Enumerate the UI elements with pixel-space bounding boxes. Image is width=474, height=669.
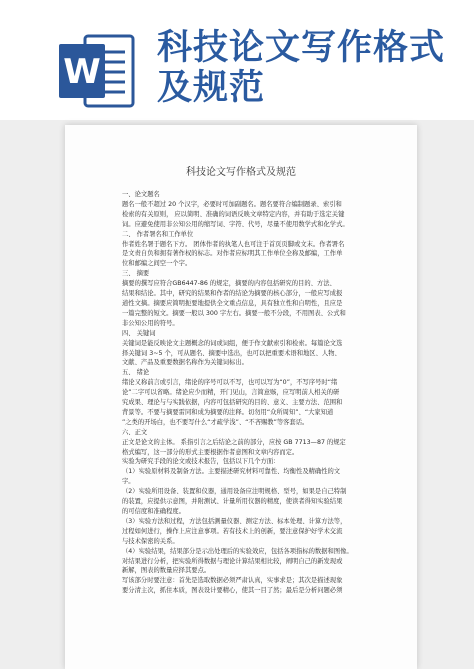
document-line: 的装置，应提供示意图，并附测试、计量所用仪器的精度，使读者得知实验结果 — [122, 498, 343, 506]
document-line: 一篇完整的短文。摘要一般以 300 字左右。摘要一般不分段，不用图表、公式和 — [122, 309, 346, 317]
document-line: 四、 关键词 — [122, 329, 156, 337]
document-line: 究成果、理论与与实践依据，内容可包括研究的目的、意义、主要方法、范围和 — [122, 399, 343, 407]
document-body — [122, 190, 364, 596]
document-line: 写该部分时要注意：首先是选取数据必须严肃认真，实事求是；其次是描述现象 — [122, 577, 343, 585]
document-line: 是文责自负和拥有著作权的标志。对作者应标明其工作单位全称及邮编，工作单 — [122, 250, 343, 258]
document-line: 实验为研究手段的论文或技术报告，包括以下几个方面： — [122, 458, 280, 466]
document-line: 道性文摘。摘要应简明扼要地提供全文重点信息，具有独立性和自明性，且应是 — [122, 299, 343, 307]
cover-header — [0, 0, 474, 130]
document-line: （4）实验结果，结果部分是示出处理后的实验效应，包括各项指标的数据和图像。 — [122, 547, 353, 555]
document-line: 关键词是能反映论文主题概念的词或词组，便于作文献索引和检索。每篇论文选 — [122, 339, 343, 347]
document-line: 背景等。不要与摘要雷同和成为摘要的注释。切勿用“众所周知”、“大家知道 — [122, 408, 334, 416]
document-line: 的可信度和准确程度。 — [122, 508, 185, 515]
document-line: 题名一般不超过 20 个汉字，必要时可加副题名。题名要符合编制题录、索引和 — [122, 200, 342, 208]
cover-title-line2: 及规范 — [157, 68, 266, 108]
cover-title — [157, 28, 467, 108]
document-line: 词。应避免使用非公知公用的缩写词、字符、代号，尽量不使用数学式和化学式。 — [122, 220, 349, 228]
document-line: 一、论文题名 — [122, 191, 160, 198]
document-line: 摘要的撰写应符合GB6447-86 的规定，摘要的内容包括研究的目的、方法、 — [122, 280, 336, 288]
document-line: 三、 摘要 — [122, 270, 150, 278]
document-line: 作者姓名署于题名下方。 团体作者的执笔人也可注于首页页脚或文末。作者署名 — [122, 240, 345, 248]
cover-title-line1: 科技论文写作格式 — [157, 28, 446, 68]
document-line: ”之类的开场白，也不要写什么“才疏学浅”、“不吝赐教”等客套话。 — [122, 418, 309, 426]
document-line: 绪论又称前言或引言，绪论的序号可以不写，也可以写为“0”，不写序号时“绪 — [122, 379, 338, 387]
document-page — [65, 125, 417, 669]
document-line: 格式编写，这一部分的形式主要根据作者意图和文章内容而定。 — [122, 448, 299, 456]
document-line: 过程如何进行，操作上应注意事项。若有技术上的创新，要注意保护好学术交流 — [122, 527, 343, 535]
document-line: 字。 — [122, 478, 135, 486]
document-line: 对结果进行分析，把实验所得数据与理论计算结果相比较，阐明自己的新发现或 — [122, 557, 343, 565]
document-line: （3）实验方法和过程，方法包括测量仪器、测定方法、标本处理、计算方法等， — [122, 517, 347, 525]
document-line: 检索的有关原则， 应以简明、准确的词语反映文章特定内容，并有助于选定关键 — [122, 210, 345, 218]
document-line: 六、正文 — [122, 428, 148, 436]
document-line: 论”二字可以省略。绪论应少而精，开门见山，言简意赅，应写明前人相关的研 — [122, 389, 340, 397]
word-document-icon — [55, 30, 137, 112]
document-line: 二、 作者署名和工作单位 — [122, 230, 194, 238]
document-line: （1）实验原材料及制备方法。主要描述研究材料可靠性、均衡性及精确性的文 — [122, 468, 341, 476]
document-line: 结果和结论。其中，研究的结果和作者的结论为摘要的核心部分，一般应写成报 — [122, 290, 343, 298]
document-line: 五、 绪论 — [122, 369, 150, 377]
document-line: 正文是论文的主体。 系指引言之后结论之前的部分，应按 GB 7713—87 的规定 — [122, 438, 346, 446]
document-line: （2）实验所用设备、装置和仪器，通用设备应注明规格、型号，如果是自己特制 — [122, 488, 347, 496]
document-line: 文献、产品及重要数据名称作为关键词标出。 — [122, 359, 248, 367]
document-line: 择关键词 3~5 个，可从题名、摘要中选出，也可以把重要术语和地区、人物、 — [122, 349, 341, 357]
document-line: 位和邮编之间空一个字。 — [122, 260, 192, 268]
svg-text:W: W — [63, 52, 101, 92]
document-line: 要分清主次，抓住本质，图表设计要精心，使其一目了然；最后是分析问题必须 — [122, 587, 343, 595]
document-title: 科技论文写作格式及规范 — [186, 167, 296, 178]
document-line: 新解，图表的数量应择其要点。 — [122, 567, 211, 575]
document-line: 非公知公用的符号。 — [122, 319, 179, 327]
document-line: 与技术保密的关系。 — [122, 537, 179, 545]
